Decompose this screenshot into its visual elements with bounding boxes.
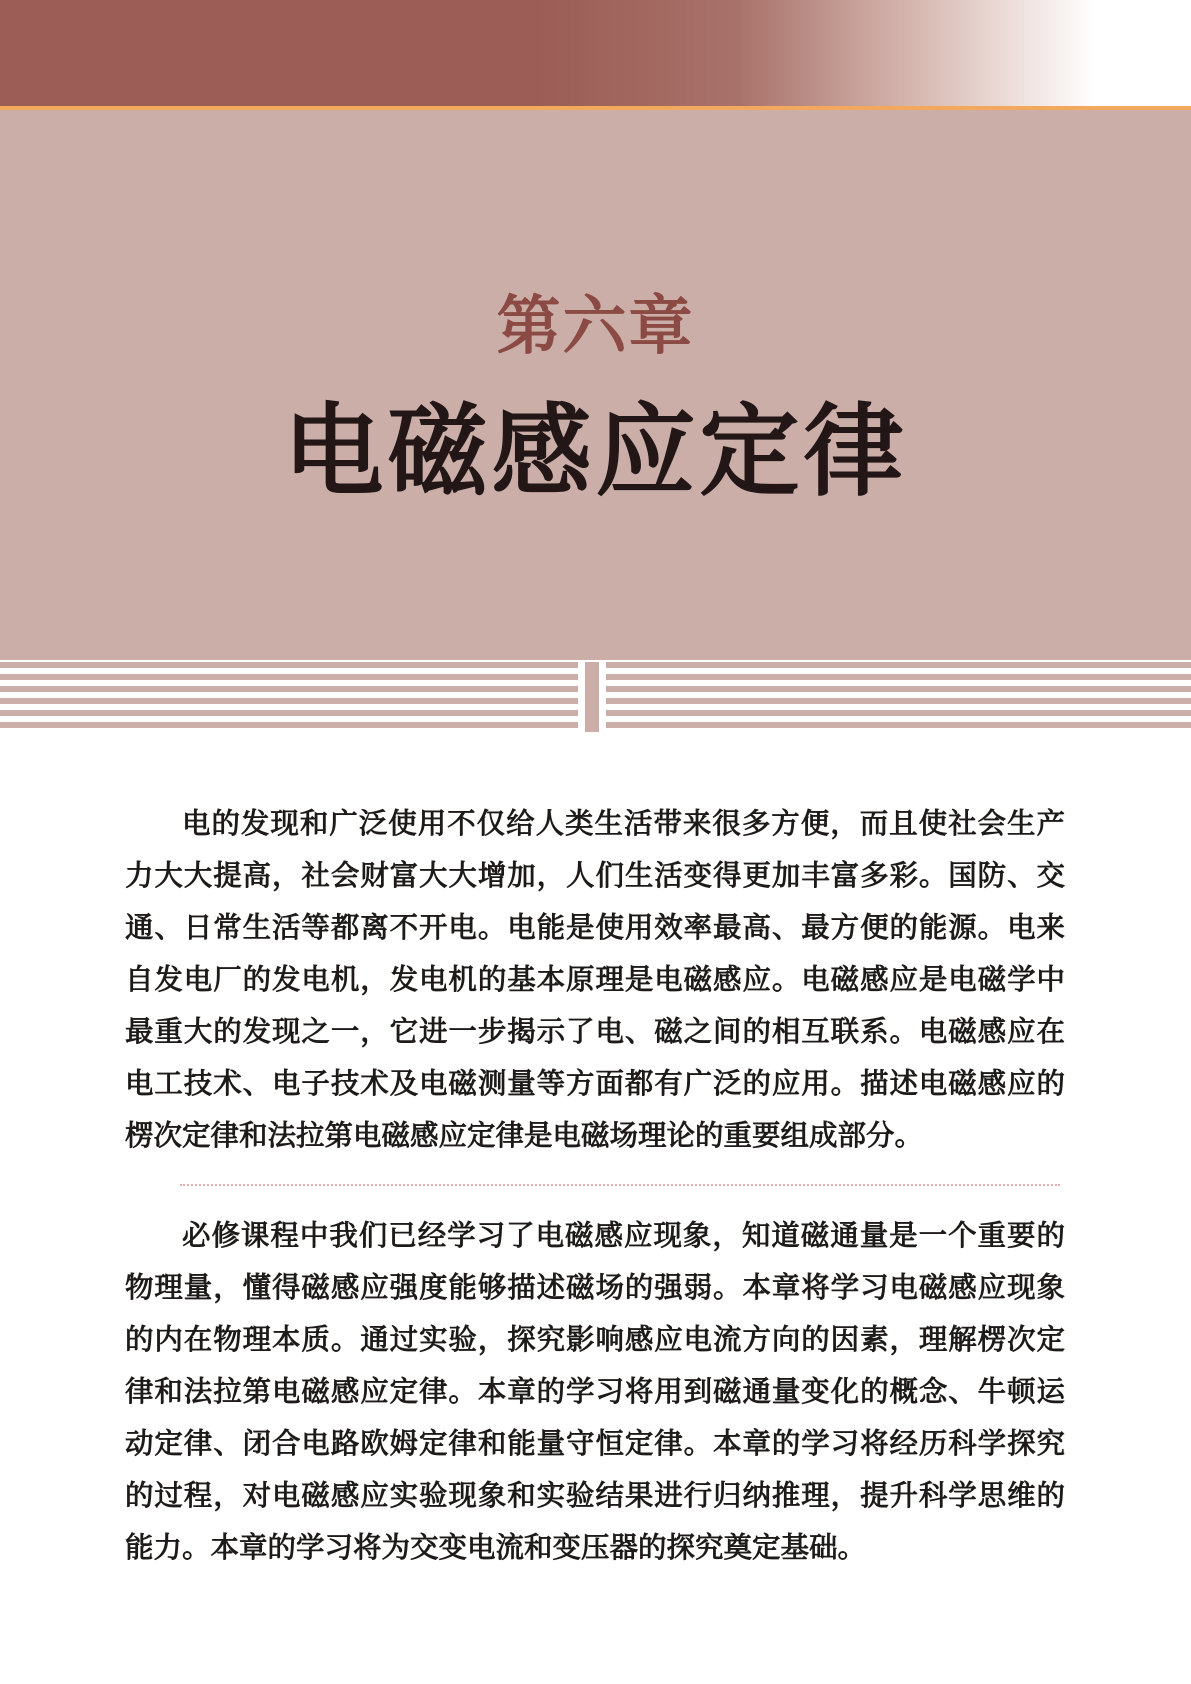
chapter-number: 第六章 (496, 289, 695, 364)
decorative-stripes-right (606, 662, 1191, 732)
header-gradient-band (0, 0, 1191, 106)
chapter-title: 电磁感应定律 (283, 393, 908, 510)
intro-paragraph-1: 电的发现和广泛使用不仅给人类生活带来很多方便，而且使社会生产力大大提高，社会财富大大增加，人们生活变得更加丰富多彩。国防、交通、日常生活等都离不开电。电能是使用效率最高、最方便的能源。电来自发电厂的发电机，发电机的基本原理是电磁感应。电磁感应是电磁学中最重大的发现之一，它进一步揭示了电、磁之间的相互联系。电磁感应在电工技术、电子技术及电磁测量等方面都有广泛的应用。描述电磁感应的楞次定律和法拉第电磁感应定律是电磁场理论的重要组成部分。 (125, 806, 1065, 1152)
dotted-divider (180, 1184, 1060, 1186)
decorative-stripes-left (0, 662, 578, 732)
chapter-title-panel (0, 110, 1191, 660)
decorative-stripe-divider (585, 662, 599, 732)
intro-paragraph-2: 必修课程中我们已经学习了电磁感应现象，知道磁通量是一个重要的物理量，懂得磁感应强度能够描述磁场的强弱。本章将学习电磁感应现象的内在物理本质。通过实验，探究影响感应电流方向的因素，理解楞次定律和法拉第电磁感应定律。本章的学习将用到磁通量变化的概念、牛顿运动定律、闭合电路欧姆定律和能量守恒定律。本章的学习将经历科学探究的过程，对电磁感应实验现象和实验结果进行归纳推理，提升科学思维的能力。本章的学习将为交变电流和变压器的探究奠定基础。 (125, 1218, 1065, 1564)
